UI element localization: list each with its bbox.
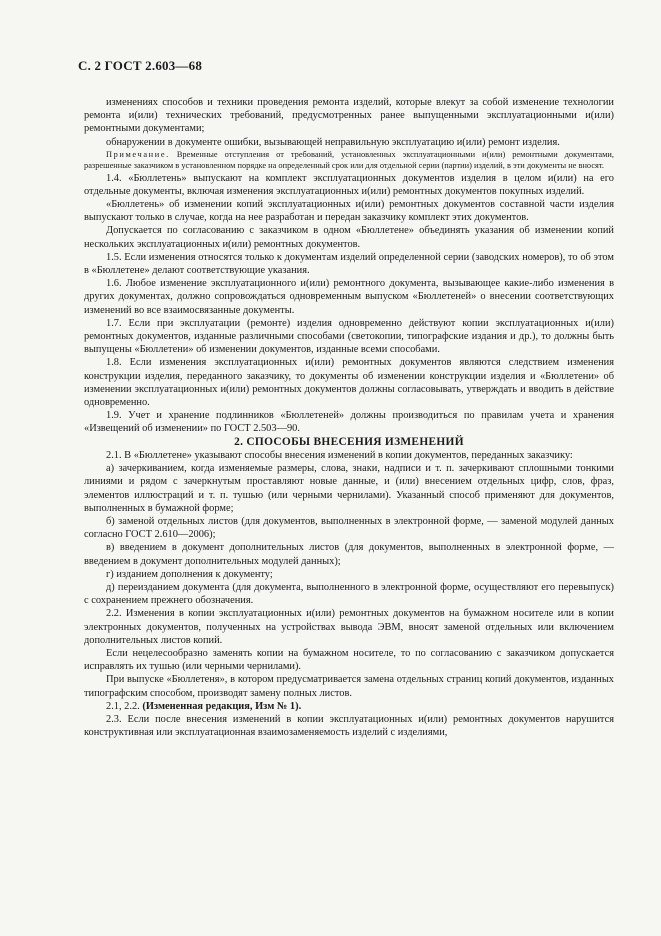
section-title: 2. СПОСОБЫ ВНЕСЕНИЯ ИЗМЕНЕНИЙ <box>234 435 464 448</box>
clause-2-3: 2.3. Если после внесения изменений в копии эксплуатационных и(или) ремонтных документов нарушится конструктивная или эксплуатационная взаимозаменяемость изделий с изделиями, <box>84 713 614 739</box>
amendment-text: (Измененная редакция, Изм № 1). <box>142 700 302 712</box>
paragraph: «Бюллетень» об изменении копий эксплуатационных и(или) ремонтных документов составной части изделия выпускают только в случае, когда на нее разработан и передан заказчику комплект этих документов. <box>84 199 614 224</box>
list-item: г) изданием дополнения к документу; <box>106 568 273 580</box>
clause-1-9: 1.9. Учет и хранение подлинников «Бюллетеней» должны производиться по правилам учета и хранения «Извещений об изменении» по ГОСТ 2.503—90. <box>84 410 614 435</box>
note <box>84 149 614 172</box>
note-text: Временные отступления от требований, установленных эксплуатационными и(или) ремонтными документами, разрешенные заказчиком в установленном порядке на определенный срок или для отдельной серии (партии) изделий, в эти документы не вносят. <box>84 149 614 171</box>
clause-1-6: 1.6. Любое изменение эксплуатационного и(или) ремонтного документа, вызывающее какие-либо изменения в других документах, должно сопровождаться одновременным выпуском «Бюллетеней» о внесении соответствующих изменений во все взаимосвязанные документы. <box>84 278 614 316</box>
clause-2-2: 2.2. Изменения в копии эксплуатационных и(или) ремонтных документов на бумажном носителе или в копии электронных документов, полученных на устройствах вывода ЭВМ, вносят заменой отдельных или включением дополнительных листов копий. <box>84 608 614 646</box>
paragraph: обнаружении в документе ошибки, вызывающей неправильную эксплуатацию и(или) ремонт изделия. <box>106 136 560 148</box>
clause-1-5: 1.5. Если изменения относятся только к документам изделий определенной серии (заводских номеров), то об этом в «Бюллетене» делают соответствующие указания. <box>84 251 614 277</box>
list-item: а) зачеркиванием, когда изменяемые размеры, слова, знаки, надписи и т. п. зачеркивают сплошными тонкими линиями и рядом с зачеркнутым проставляют новые данные, и (или) внесением отдельных цифр, слов, фраз, элементов иллюстраций и т. п. тушью (или черными чернилами). Указанный способ применяют для документов, выполненных в бумажной форме; <box>84 463 614 514</box>
paragraph: Если нецелесообразно заменять копии на бумажном носителе, то по согласованию с заказчиком допускается исправлять их тушью (или черными чернилами). <box>84 647 614 673</box>
clause-2-1: 2.1. В «Бюллетене» указывают способы внесения изменений в копии документов, переданных заказчику: <box>106 449 573 461</box>
amendment-number: 2.1, 2.2. <box>106 700 143 712</box>
note-lead: Примечание. <box>106 149 170 159</box>
clause-1-4: 1.4. «Бюллетень» выпускают на комплект эксплуатационных документов изделия в целом и(или) на его отдельные документы, включая изменения эксплуатационных и(или) ремонтных документов покупных изделий. <box>84 172 614 197</box>
clause-1-8: 1.8. Если изменения эксплуатационных и(или) ремонтных документов являются следствием изменения конструкции изделия, переданного заказчику, то документы об изменении конструкции изделия и «Бюллетени» об изменении эксплуатационных и(или) ремонтных документов должны согласовывать, утверждать и вводить в действие одновременно. <box>84 357 614 409</box>
paragraph: При выпуске «Бюллетеня», в котором предусматривается замена отдельных страниц копий документов, изданных типографским способом, производят замену полных листов. <box>84 674 614 699</box>
page-header: С. 2 ГОСТ 2.603—68 <box>78 58 203 73</box>
paragraph: Допускается по согласованию с заказчиком в одном «Бюллетене» объединять указания об изменении копий нескольких эксплуатационных и(или) ремонтных документов. <box>84 225 614 250</box>
paragraph: изменениях способов и техники проведения ремонта изделий, которые влекут за собой изменение технологии ремонта и(или) технических требований, предусмотренных ранее выпущенными эксплуатационными и(или) ремонтными документами; <box>84 97 614 135</box>
clause-1-7: 1.7. Если при эксплуатации (ремонте) изделия одновременно действуют копии эксплуатационных и(или) ремонтных документов, изданные различными способами (светокопии, типографские издания и др.), то должны быть выпущены «Бюллетени» об изменении документов, изданные всеми способами. <box>84 317 614 356</box>
document-body <box>84 96 614 739</box>
list-item: д) переизданием документа (для документа, выполненного в электронной форме, осуществляют его перевыпуск) с сохранением прежнего обозначения. <box>84 581 614 607</box>
list-item: б) заменой отдельных листов (для документов, выполненных в электронной форме, — заменой модулей данных согласно ГОСТ 2.610—2006); <box>84 515 614 541</box>
list-item: в) введением в документ дополнительных листов (для документов, выполненных в электронной форме, — введением в документ дополнительных модулей данных); <box>84 542 614 567</box>
amendment-note <box>84 700 614 713</box>
